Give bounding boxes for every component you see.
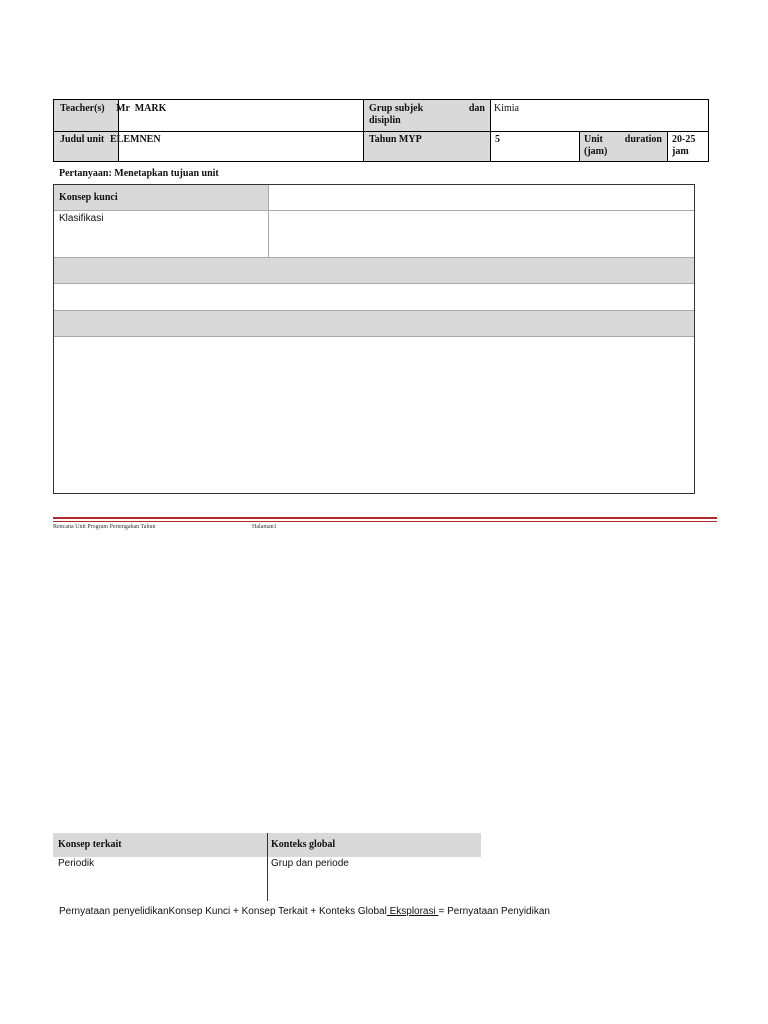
unit-title-label: Judul unit — [60, 134, 105, 145]
duration-value: 20-25 jam — [672, 134, 696, 157]
key-concept-header-row — [54, 185, 694, 211]
empty-grey-row-1 — [54, 258, 694, 284]
related-concept-value: Periodik — [58, 858, 95, 869]
related-concept-header: Konsep terkait — [58, 839, 122, 850]
related-concept-table — [53, 833, 481, 901]
empty-grey-row-2 — [54, 311, 694, 337]
unit-title-value: ELEMNEN — [110, 134, 161, 145]
empty-row — [54, 284, 694, 311]
teacher-value: Mr MARK — [116, 103, 167, 114]
key-concept-value: Klasifikasi — [59, 213, 104, 224]
footer-rule-thin — [53, 521, 717, 522]
footer-doc-name: Rencana Unit Program Pertengahan Tahun — [53, 524, 156, 530]
global-context-header: Konteks global — [271, 839, 336, 850]
section-title: Pertanyaan: Menetapkan tujuan unit — [59, 168, 219, 179]
footer-page: Halaman1 — [252, 524, 277, 530]
key-concept-value-row — [54, 211, 694, 258]
myp-year-value: 5 — [495, 134, 500, 145]
inquiry-statement: Pernyataan penyelidikanKonsep Kunci + Konsep Terkait + Konteks Global Eksplorasi = Pernyataan Penyidikan — [59, 906, 550, 917]
myp-year-label: Tahun MYP — [369, 134, 422, 145]
main-col-divider-bottom — [268, 211, 269, 257]
key-concept-table — [53, 184, 695, 494]
unit-header-table — [53, 99, 709, 162]
key-concept-header: Konsep kunci — [54, 185, 268, 210]
bottom-col-divider — [267, 833, 268, 901]
global-context-value: Grup dan periode — [271, 858, 349, 869]
group-value: Kimia — [494, 103, 519, 114]
group-label: Grup subjek dan disiplin — [369, 103, 485, 126]
main-col-divider-top — [268, 185, 269, 210]
teacher-label: Teacher(s) — [60, 103, 105, 114]
footer-rule-thick — [53, 517, 717, 519]
empty-large-row — [54, 337, 694, 493]
header-col-divider-2 — [363, 100, 364, 161]
duration-label: Unit duration (jam) — [584, 134, 662, 157]
